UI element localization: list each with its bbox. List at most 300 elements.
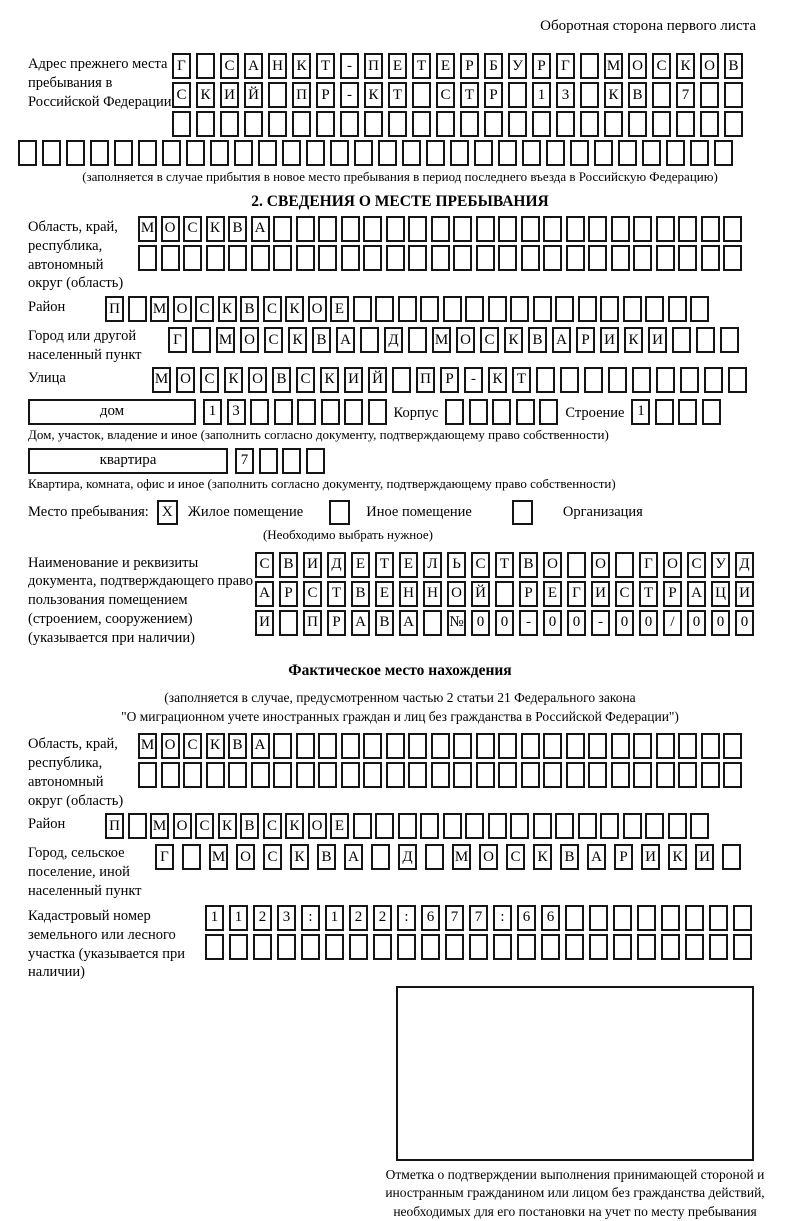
char-cell[interactable] [498, 140, 517, 166]
char-cell[interactable] [341, 762, 360, 788]
char-cell[interactable]: М [138, 733, 157, 759]
char-cell[interactable] [555, 296, 574, 322]
char-cell[interactable] [363, 245, 382, 271]
char-cell[interactable] [521, 245, 540, 271]
char-cell[interactable] [363, 216, 382, 242]
char-cell[interactable]: П [105, 296, 124, 322]
char-cell[interactable] [318, 733, 337, 759]
char-cell[interactable]: К [624, 327, 643, 353]
char-cell[interactable]: Н [423, 581, 442, 607]
char-cell[interactable] [588, 733, 607, 759]
char-cell[interactable] [678, 399, 697, 425]
char-cell[interactable] [656, 367, 675, 393]
char-cell[interactable]: А [687, 581, 706, 607]
char-cell[interactable] [733, 905, 752, 931]
char-cell[interactable] [690, 140, 709, 166]
char-cell[interactable] [318, 762, 337, 788]
char-cell[interactable]: Р [327, 610, 346, 636]
char-cell[interactable]: 3 [277, 905, 296, 931]
char-cell[interactable]: О [700, 53, 719, 79]
char-cell[interactable]: С [195, 813, 214, 839]
checkbox-zhiloe[interactable]: X [157, 500, 178, 525]
char-cell[interactable] [532, 111, 551, 137]
char-cell[interactable] [685, 905, 704, 931]
char-cell[interactable]: М [150, 296, 169, 322]
char-cell[interactable] [460, 111, 479, 137]
char-cell[interactable] [613, 934, 632, 960]
char-cell[interactable] [709, 905, 728, 931]
char-cell[interactable] [728, 367, 747, 393]
char-cell[interactable]: Д [384, 327, 403, 353]
char-cell[interactable]: Т [460, 82, 479, 108]
char-cell[interactable] [476, 216, 495, 242]
char-cell[interactable]: А [251, 733, 270, 759]
char-cell[interactable] [316, 111, 335, 137]
char-cell[interactable]: О [591, 552, 610, 578]
char-cell[interactable]: А [244, 53, 263, 79]
char-cell[interactable]: Р [316, 82, 335, 108]
char-cell[interactable] [661, 934, 680, 960]
char-cell[interactable]: Т [495, 552, 514, 578]
char-cell[interactable]: А [351, 610, 370, 636]
char-cell[interactable] [436, 111, 455, 137]
char-cell[interactable] [259, 448, 278, 474]
char-cell[interactable]: С [183, 733, 202, 759]
char-cell[interactable] [700, 111, 719, 137]
char-cell[interactable] [465, 296, 484, 322]
char-cell[interactable] [642, 140, 661, 166]
char-cell[interactable] [196, 111, 215, 137]
char-cell[interactable]: О [240, 327, 259, 353]
char-cell[interactable] [398, 296, 417, 322]
char-cell[interactable]: С [195, 296, 214, 322]
char-cell[interactable]: Е [351, 552, 370, 578]
char-cell[interactable] [412, 82, 431, 108]
char-cell[interactable]: С [263, 813, 282, 839]
char-cell[interactable]: 0 [735, 610, 754, 636]
char-cell[interactable] [90, 140, 109, 166]
char-cell[interactable] [676, 111, 695, 137]
char-cell[interactable]: С [436, 82, 455, 108]
char-cell[interactable] [445, 399, 464, 425]
char-cell[interactable] [306, 140, 325, 166]
char-cell[interactable] [521, 762, 540, 788]
char-cell[interactable] [522, 140, 541, 166]
char-cell[interactable]: О [447, 581, 466, 607]
char-cell[interactable]: 0 [687, 610, 706, 636]
char-cell[interactable]: 6 [421, 905, 440, 931]
char-cell[interactable] [588, 216, 607, 242]
char-cell[interactable] [618, 140, 637, 166]
char-cell[interactable] [341, 733, 360, 759]
char-cell[interactable] [138, 140, 157, 166]
char-cell[interactable] [508, 111, 527, 137]
char-cell[interactable]: С [200, 367, 219, 393]
char-cell[interactable] [392, 367, 411, 393]
char-cell[interactable] [680, 367, 699, 393]
char-cell[interactable] [543, 762, 562, 788]
char-cell[interactable] [229, 934, 248, 960]
char-cell[interactable] [555, 813, 574, 839]
char-cell[interactable] [570, 140, 589, 166]
char-cell[interactable] [723, 733, 742, 759]
char-cell[interactable] [161, 762, 180, 788]
char-cell[interactable]: Е [388, 53, 407, 79]
char-cell[interactable]: В [560, 844, 579, 870]
char-cell[interactable] [18, 140, 37, 166]
char-cell[interactable]: Р [460, 53, 479, 79]
char-cell[interactable]: Й [471, 581, 490, 607]
char-cell[interactable] [162, 140, 181, 166]
char-cell[interactable] [536, 367, 555, 393]
char-cell[interactable] [628, 111, 647, 137]
char-cell[interactable]: К [364, 82, 383, 108]
char-cell[interactable]: Г [168, 327, 187, 353]
char-cell[interactable]: К [206, 216, 225, 242]
char-cell[interactable] [546, 140, 565, 166]
char-cell[interactable] [373, 934, 392, 960]
char-cell[interactable] [425, 844, 444, 870]
char-cell[interactable]: В [272, 367, 291, 393]
char-cell[interactable]: И [648, 327, 667, 353]
char-cell[interactable] [251, 245, 270, 271]
char-cell[interactable]: Н [399, 581, 418, 607]
char-cell[interactable] [633, 733, 652, 759]
char-cell[interactable]: К [285, 813, 304, 839]
char-cell[interactable] [378, 140, 397, 166]
char-cell[interactable]: 3 [227, 399, 246, 425]
char-cell[interactable] [613, 905, 632, 931]
char-cell[interactable]: С [296, 367, 315, 393]
char-cell[interactable] [533, 296, 552, 322]
char-cell[interactable] [608, 367, 627, 393]
char-cell[interactable] [678, 245, 697, 271]
char-cell[interactable]: С [303, 581, 322, 607]
char-cell[interactable] [344, 399, 363, 425]
char-cell[interactable] [353, 296, 372, 322]
char-cell[interactable]: С [471, 552, 490, 578]
char-cell[interactable]: С [615, 581, 634, 607]
char-cell[interactable]: И [600, 327, 619, 353]
char-cell[interactable]: А [399, 610, 418, 636]
char-cell[interactable] [600, 296, 619, 322]
char-cell[interactable] [206, 245, 225, 271]
char-cell[interactable] [633, 216, 652, 242]
char-cell[interactable] [443, 813, 462, 839]
char-cell[interactable]: 6 [541, 905, 560, 931]
char-cell[interactable]: 0 [615, 610, 634, 636]
char-cell[interactable] [637, 905, 656, 931]
char-cell[interactable]: Р [576, 327, 595, 353]
char-cell[interactable] [340, 111, 359, 137]
char-cell[interactable]: Г [172, 53, 191, 79]
char-cell[interactable]: Д [327, 552, 346, 578]
char-cell[interactable] [292, 111, 311, 137]
char-cell[interactable] [510, 296, 529, 322]
char-cell[interactable]: В [228, 216, 247, 242]
char-cell[interactable]: Е [436, 53, 455, 79]
char-cell[interactable]: М [138, 216, 157, 242]
char-cell[interactable] [244, 111, 263, 137]
char-cell[interactable]: Г [567, 581, 586, 607]
char-cell[interactable]: К [206, 733, 225, 759]
char-cell[interactable]: Б [484, 53, 503, 79]
char-cell[interactable] [282, 140, 301, 166]
char-cell[interactable] [696, 327, 715, 353]
char-cell[interactable] [690, 813, 709, 839]
char-cell[interactable]: 1 [229, 905, 248, 931]
char-cell[interactable] [701, 245, 720, 271]
char-cell[interactable]: О [308, 296, 327, 322]
char-cell[interactable]: К [668, 844, 687, 870]
char-cell[interactable] [296, 733, 315, 759]
char-cell[interactable]: С [263, 844, 282, 870]
char-cell[interactable]: 7 [676, 82, 695, 108]
char-cell[interactable]: О [236, 844, 255, 870]
char-cell[interactable]: С [652, 53, 671, 79]
char-cell[interactable] [220, 111, 239, 137]
char-cell[interactable] [584, 367, 603, 393]
char-cell[interactable] [498, 762, 517, 788]
char-cell[interactable] [469, 399, 488, 425]
char-cell[interactable]: С [255, 552, 274, 578]
char-cell[interactable]: К [290, 844, 309, 870]
char-cell[interactable] [510, 813, 529, 839]
char-cell[interactable] [672, 327, 691, 353]
char-cell[interactable] [594, 140, 613, 166]
char-cell[interactable]: И [220, 82, 239, 108]
char-cell[interactable]: 0 [639, 610, 658, 636]
char-cell[interactable]: К [292, 53, 311, 79]
char-cell[interactable] [565, 934, 584, 960]
char-cell[interactable]: К [218, 813, 237, 839]
char-cell[interactable] [565, 905, 584, 931]
char-cell[interactable] [476, 762, 495, 788]
char-cell[interactable] [543, 733, 562, 759]
char-cell[interactable] [228, 245, 247, 271]
char-cell[interactable]: К [676, 53, 695, 79]
char-cell[interactable] [498, 216, 517, 242]
char-cell[interactable] [296, 216, 315, 242]
char-cell[interactable] [723, 762, 742, 788]
char-cell[interactable] [566, 762, 585, 788]
char-cell[interactable] [66, 140, 85, 166]
char-cell[interactable] [488, 813, 507, 839]
char-cell[interactable]: П [292, 82, 311, 108]
char-cell[interactable]: А [255, 581, 274, 607]
char-cell[interactable]: : [301, 905, 320, 931]
char-cell[interactable]: 1 [631, 399, 650, 425]
char-cell[interactable] [172, 111, 191, 137]
char-cell[interactable] [611, 245, 630, 271]
char-cell[interactable] [521, 733, 540, 759]
char-cell[interactable] [453, 762, 472, 788]
char-cell[interactable]: В [240, 296, 259, 322]
char-cell[interactable] [273, 733, 292, 759]
char-cell[interactable]: О [308, 813, 327, 839]
char-cell[interactable]: 2 [349, 905, 368, 931]
char-cell[interactable] [341, 216, 360, 242]
char-cell[interactable] [611, 762, 630, 788]
char-cell[interactable]: К [224, 367, 243, 393]
char-cell[interactable] [353, 813, 372, 839]
char-cell[interactable] [656, 762, 675, 788]
char-cell[interactable] [645, 813, 664, 839]
char-cell[interactable]: Е [330, 813, 349, 839]
char-cell[interactable] [678, 733, 697, 759]
char-cell[interactable]: 1 [203, 399, 222, 425]
char-cell[interactable]: М [604, 53, 623, 79]
char-cell[interactable] [360, 327, 379, 353]
char-cell[interactable] [306, 448, 325, 474]
char-cell[interactable]: Р [519, 581, 538, 607]
char-cell[interactable] [258, 140, 277, 166]
char-cell[interactable] [600, 813, 619, 839]
char-cell[interactable] [277, 934, 296, 960]
char-cell[interactable] [702, 399, 721, 425]
char-cell[interactable]: И [641, 844, 660, 870]
char-cell[interactable] [722, 844, 741, 870]
char-cell[interactable]: - [340, 82, 359, 108]
char-cell[interactable]: С [506, 844, 525, 870]
char-cell[interactable] [420, 813, 439, 839]
char-cell[interactable]: В [528, 327, 547, 353]
char-cell[interactable] [588, 245, 607, 271]
char-cell[interactable]: № [447, 610, 466, 636]
char-cell[interactable] [604, 111, 623, 137]
char-cell[interactable] [253, 934, 272, 960]
char-cell[interactable]: Г [556, 53, 575, 79]
char-cell[interactable] [420, 296, 439, 322]
char-cell[interactable]: 7 [235, 448, 254, 474]
char-cell[interactable] [637, 934, 656, 960]
char-cell[interactable]: 3 [556, 82, 575, 108]
char-cell[interactable] [363, 762, 382, 788]
char-cell[interactable]: Ц [711, 581, 730, 607]
char-cell[interactable] [465, 813, 484, 839]
char-cell[interactable] [543, 216, 562, 242]
char-cell[interactable]: Р [279, 581, 298, 607]
char-cell[interactable] [476, 245, 495, 271]
char-cell[interactable]: М [152, 367, 171, 393]
char-cell[interactable] [516, 399, 535, 425]
char-cell[interactable]: 1 [205, 905, 224, 931]
char-cell[interactable] [498, 733, 517, 759]
char-cell[interactable] [297, 399, 316, 425]
char-cell[interactable] [541, 934, 560, 960]
char-cell[interactable]: К [488, 367, 507, 393]
char-cell[interactable]: М [150, 813, 169, 839]
char-cell[interactable]: 7 [445, 905, 464, 931]
char-cell[interactable]: С [480, 327, 499, 353]
char-cell[interactable]: А [344, 844, 363, 870]
char-cell[interactable]: В [724, 53, 743, 79]
char-cell[interactable]: И [591, 581, 610, 607]
char-cell[interactable] [128, 296, 147, 322]
char-cell[interactable]: В [317, 844, 336, 870]
char-cell[interactable] [408, 733, 427, 759]
char-cell[interactable] [623, 296, 642, 322]
char-cell[interactable]: О [248, 367, 267, 393]
char-cell[interactable] [128, 813, 147, 839]
char-cell[interactable]: 2 [373, 905, 392, 931]
char-cell[interactable] [250, 399, 269, 425]
char-cell[interactable] [426, 140, 445, 166]
char-cell[interactable]: 0 [543, 610, 562, 636]
char-cell[interactable] [474, 140, 493, 166]
char-cell[interactable] [723, 245, 742, 271]
char-cell[interactable]: Ь [447, 552, 466, 578]
char-cell[interactable]: - [340, 53, 359, 79]
char-cell[interactable] [325, 934, 344, 960]
char-cell[interactable]: В [375, 610, 394, 636]
char-cell[interactable] [330, 140, 349, 166]
char-cell[interactable]: Й [244, 82, 263, 108]
char-cell[interactable]: П [105, 813, 124, 839]
char-cell[interactable] [720, 327, 739, 353]
char-cell[interactable] [498, 245, 517, 271]
char-cell[interactable] [431, 762, 450, 788]
char-cell[interactable] [476, 733, 495, 759]
char-cell[interactable] [234, 140, 253, 166]
char-cell[interactable]: К [218, 296, 237, 322]
char-cell[interactable] [408, 216, 427, 242]
char-cell[interactable] [408, 327, 427, 353]
char-cell[interactable]: Г [639, 552, 658, 578]
char-cell[interactable] [495, 581, 514, 607]
char-cell[interactable]: Т [375, 552, 394, 578]
char-cell[interactable]: В [519, 552, 538, 578]
char-cell[interactable]: К [320, 367, 339, 393]
char-cell[interactable]: П [303, 610, 322, 636]
char-cell[interactable] [580, 111, 599, 137]
char-cell[interactable] [273, 762, 292, 788]
char-cell[interactable]: О [161, 733, 180, 759]
char-cell[interactable] [733, 934, 752, 960]
char-cell[interactable] [661, 905, 680, 931]
char-cell[interactable] [566, 216, 585, 242]
char-cell[interactable] [398, 813, 417, 839]
char-cell[interactable] [296, 762, 315, 788]
char-cell[interactable] [668, 296, 687, 322]
char-cell[interactable]: 0 [495, 610, 514, 636]
char-cell[interactable] [492, 399, 511, 425]
char-cell[interactable]: 2 [253, 905, 272, 931]
char-cell[interactable] [386, 216, 405, 242]
char-cell[interactable]: Л [423, 552, 442, 578]
char-cell[interactable] [488, 296, 507, 322]
char-cell[interactable] [354, 140, 373, 166]
char-cell[interactable]: 1 [325, 905, 344, 931]
char-cell[interactable]: 6 [517, 905, 536, 931]
char-cell[interactable] [704, 367, 723, 393]
char-cell[interactable]: А [251, 216, 270, 242]
char-cell[interactable]: С [220, 53, 239, 79]
char-cell[interactable]: Н [268, 53, 287, 79]
char-cell[interactable] [318, 216, 337, 242]
char-cell[interactable]: К [196, 82, 215, 108]
char-cell[interactable]: Р [663, 581, 682, 607]
char-cell[interactable]: К [533, 844, 552, 870]
char-cell[interactable] [138, 762, 157, 788]
char-cell[interactable] [228, 762, 247, 788]
char-cell[interactable]: Е [543, 581, 562, 607]
char-cell[interactable] [493, 934, 512, 960]
char-cell[interactable] [183, 762, 202, 788]
char-cell[interactable] [453, 245, 472, 271]
char-cell[interactable]: П [416, 367, 435, 393]
char-cell[interactable]: 0 [567, 610, 586, 636]
